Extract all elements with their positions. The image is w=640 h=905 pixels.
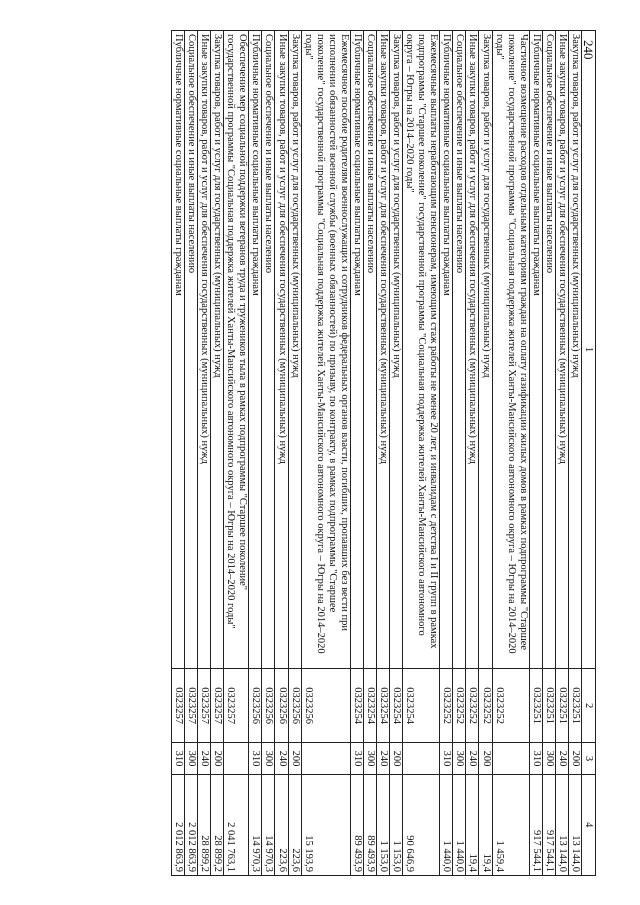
header-type: 3	[582, 743, 596, 774]
table-row	[377, 31, 390, 876]
cell-type: 300	[453, 743, 466, 774]
table-row	[350, 31, 363, 876]
cell-code: 0323254	[363, 668, 376, 743]
cell-name: Иные закупки товаров, работ и услуг для обеспечения государственных (муниципальных) нужд	[275, 31, 288, 669]
table-row	[172, 31, 185, 876]
cell-code: 0323252	[492, 668, 529, 743]
cell-type: 310	[529, 743, 542, 774]
cell-code: 0323256	[288, 668, 301, 743]
table-row	[288, 31, 301, 876]
cell-amount: 14 970,3	[262, 774, 275, 876]
cell-code: 0323252	[453, 668, 466, 743]
table-row	[301, 31, 350, 876]
cell-amount: 917 544,1	[542, 774, 555, 876]
cell-type: 240	[377, 743, 390, 774]
cell-type: 300	[262, 743, 275, 774]
cell-amount: 1 459,4	[492, 774, 529, 876]
cell-name: Иные закупки товаров, работ и услуг для обеспечения государственных (муниципальных) нужд	[555, 31, 568, 669]
cell-type: 200	[479, 743, 492, 774]
cell-name: Обеспечение мер социальной поддержки ветеранов труда и тружеников тыла в рамках подпрограммы "Старшее поколение" государственной программы "Социальная поддержка жителей Ханты-Мансийского автономного округа – Югры на 2014–2020 годы"	[224, 31, 249, 669]
cell-name: Ежемесячные выплаты неработающим пенсионерам, имеющим стаж работы не менее 20 лет, и инвалидам с детства I и II групп в рамках подпрограммы "Старшее поколение" государственной программы "Социальная поддержка жителей Ханты-Мансийского автономного округа – Югры на 2014–2020 годы"	[403, 31, 440, 669]
cell-code: 0323251	[529, 668, 542, 743]
cell-type: 310	[350, 743, 363, 774]
cell-name: Закупка товаров, работ и услуг для государственных (муниципальных) нужд	[390, 31, 403, 669]
budget-table	[171, 30, 596, 876]
cell-amount: 28 899,2	[198, 774, 211, 876]
cell-name: Ежемесячное пособие родителям военнослужащих и сотрудников федеральных органов власти, погибших, пропавших без вести при исполнении обязанностей военной службы (военных обязанностей) по призыву, по контракту, в рамках подпрограммы "Старшее поколение" государственной программы "Социальная поддержка жителей Ханты-Мансийского автономного округа – Югры на 2014–2020 годы"	[301, 31, 350, 669]
cell-amount: 89 493,9	[363, 774, 376, 876]
cell-code: 0323257	[185, 668, 198, 743]
cell-amount: 1 440,0	[440, 774, 453, 876]
cell-amount: 223,6	[288, 774, 301, 876]
cell-code: 0323251	[542, 668, 555, 743]
table-row	[185, 31, 198, 876]
cell-name: Публичные нормативные социальные выплаты гражданам	[350, 31, 363, 669]
cell-amount: 1 440,0	[453, 774, 466, 876]
page-number: 240	[581, 40, 596, 60]
table-row	[453, 31, 466, 876]
cell-code: 0323256	[275, 668, 288, 743]
cell-code: 0323252	[479, 668, 492, 743]
cell-amount: 15 193,9	[301, 774, 350, 876]
cell-code: 0323256	[249, 668, 262, 743]
cell-code: 0323257	[211, 668, 224, 743]
cell-amount: 1 153,0	[377, 774, 390, 876]
cell-name: Иные закупки товаров, работ и услуг для обеспечения государственных (муниципальных) нужд	[466, 31, 479, 669]
table-row	[198, 31, 211, 876]
cell-name: Социальное обеспечение и иные выплаты населению	[363, 31, 376, 669]
cell-type	[492, 743, 529, 774]
cell-amount: 13 144,0	[555, 774, 568, 876]
cell-code: 0323254	[350, 668, 363, 743]
table-row	[211, 31, 224, 876]
cell-code: 0323254	[403, 668, 440, 743]
header-code: 2	[582, 668, 596, 743]
table-row	[403, 31, 440, 876]
cell-code: 0323252	[440, 668, 453, 743]
cell-amount: 28 899,2	[211, 774, 224, 876]
header-name: 1	[582, 31, 596, 669]
cell-type	[301, 743, 350, 774]
cell-type	[224, 743, 249, 774]
table-row	[479, 31, 492, 876]
cell-amount: 2 012 863,9	[185, 774, 198, 876]
table-row	[568, 31, 581, 876]
cell-code: 0323254	[377, 668, 390, 743]
cell-code: 0323254	[390, 668, 403, 743]
cell-type: 240	[555, 743, 568, 774]
cell-name: Социальное обеспечение и иные выплаты населению	[262, 31, 275, 669]
header-amount: 4	[582, 774, 596, 876]
cell-amount: 2 041 763,1	[224, 774, 249, 876]
cell-code: 0323257	[172, 668, 185, 743]
cell-type: 300	[185, 743, 198, 774]
cell-name: Публичные нормативные социальные выплаты гражданам	[249, 31, 262, 669]
rotated-table-container	[94, 30, 596, 876]
cell-code: 0323257	[198, 668, 211, 743]
table-row	[275, 31, 288, 876]
cell-name: Иные закупки товаров, работ и услуг для обеспечения государственных (муниципальных) нужд	[198, 31, 211, 669]
cell-amount: 1 153,0	[390, 774, 403, 876]
table-row	[249, 31, 262, 876]
cell-amount: 2 012 863,9	[172, 774, 185, 876]
cell-type: 200	[288, 743, 301, 774]
cell-name: Закупка товаров, работ и услуг для государственных (муниципальных) нужд	[211, 31, 224, 669]
table-row	[440, 31, 453, 876]
cell-type: 310	[172, 743, 185, 774]
cell-amount: 13 144,0	[568, 774, 581, 876]
table-body	[172, 31, 582, 876]
cell-name: Публичные нормативные социальные выплаты гражданам	[529, 31, 542, 669]
cell-type: 240	[198, 743, 211, 774]
cell-amount: 223,6	[275, 774, 288, 876]
cell-type: 200	[568, 743, 581, 774]
cell-type: 240	[466, 743, 479, 774]
table-row	[363, 31, 376, 876]
cell-name: Частичное возмещение расходов отдельным категориям граждан на оплату газификации жилых домов в рамках подпрограммы "Старшее поколение" государственной программы "Социальная поддержка жителей Ханты-Мансийского автономного округа – Югры на 2014–2020 годы"	[492, 31, 529, 669]
cell-code: 0323257	[224, 668, 249, 743]
cell-name: Закупка товаров, работ и услуг для государственных (муниципальных) нужд	[479, 31, 492, 669]
cell-name: Публичные нормативные социальные выплаты гражданам	[440, 31, 453, 669]
cell-amount: 89 493,9	[350, 774, 363, 876]
table-row	[224, 31, 249, 876]
table-row	[555, 31, 568, 876]
cell-name: Закупка товаров, работ и услуг для государственных (муниципальных) нужд	[288, 31, 301, 669]
cell-code: 0323256	[262, 668, 275, 743]
cell-name: Публичные нормативные социальные выплаты гражданам	[172, 31, 185, 669]
cell-amount: 19,4	[479, 774, 492, 876]
cell-amount: 90 646,9	[403, 774, 440, 876]
cell-code: 0323251	[555, 668, 568, 743]
cell-name: Социальное обеспечение и иные выплаты населению	[453, 31, 466, 669]
cell-amount: 917 544,1	[529, 774, 542, 876]
table-row	[529, 31, 542, 876]
cell-type: 300	[363, 743, 376, 774]
cell-code: 0323251	[568, 668, 581, 743]
cell-name: Закупка товаров, работ и услуг для государственных (муниципальных) нужд	[568, 31, 581, 669]
table-row	[542, 31, 555, 876]
cell-type: 310	[249, 743, 262, 774]
cell-type: 310	[440, 743, 453, 774]
cell-type	[403, 743, 440, 774]
cell-type: 200	[211, 743, 224, 774]
table-row	[492, 31, 529, 876]
cell-amount: 14 970,3	[249, 774, 262, 876]
table-header-row	[582, 31, 596, 876]
cell-amount: 19,4	[466, 774, 479, 876]
cell-code: 0323256	[301, 668, 350, 743]
cell-name: Социальное обеспечение и иные выплаты населению	[185, 31, 198, 669]
cell-name: Социальное обеспечение и иные выплаты населению	[542, 31, 555, 669]
cell-type: 300	[542, 743, 555, 774]
cell-type: 240	[275, 743, 288, 774]
cell-code: 0323252	[466, 668, 479, 743]
cell-type: 200	[390, 743, 403, 774]
cell-name: Иные закупки товаров, работ и услуг для обеспечения государственных (муниципальных) нужд	[377, 31, 390, 669]
table-row	[390, 31, 403, 876]
table-row	[262, 31, 275, 876]
table-row	[466, 31, 479, 876]
